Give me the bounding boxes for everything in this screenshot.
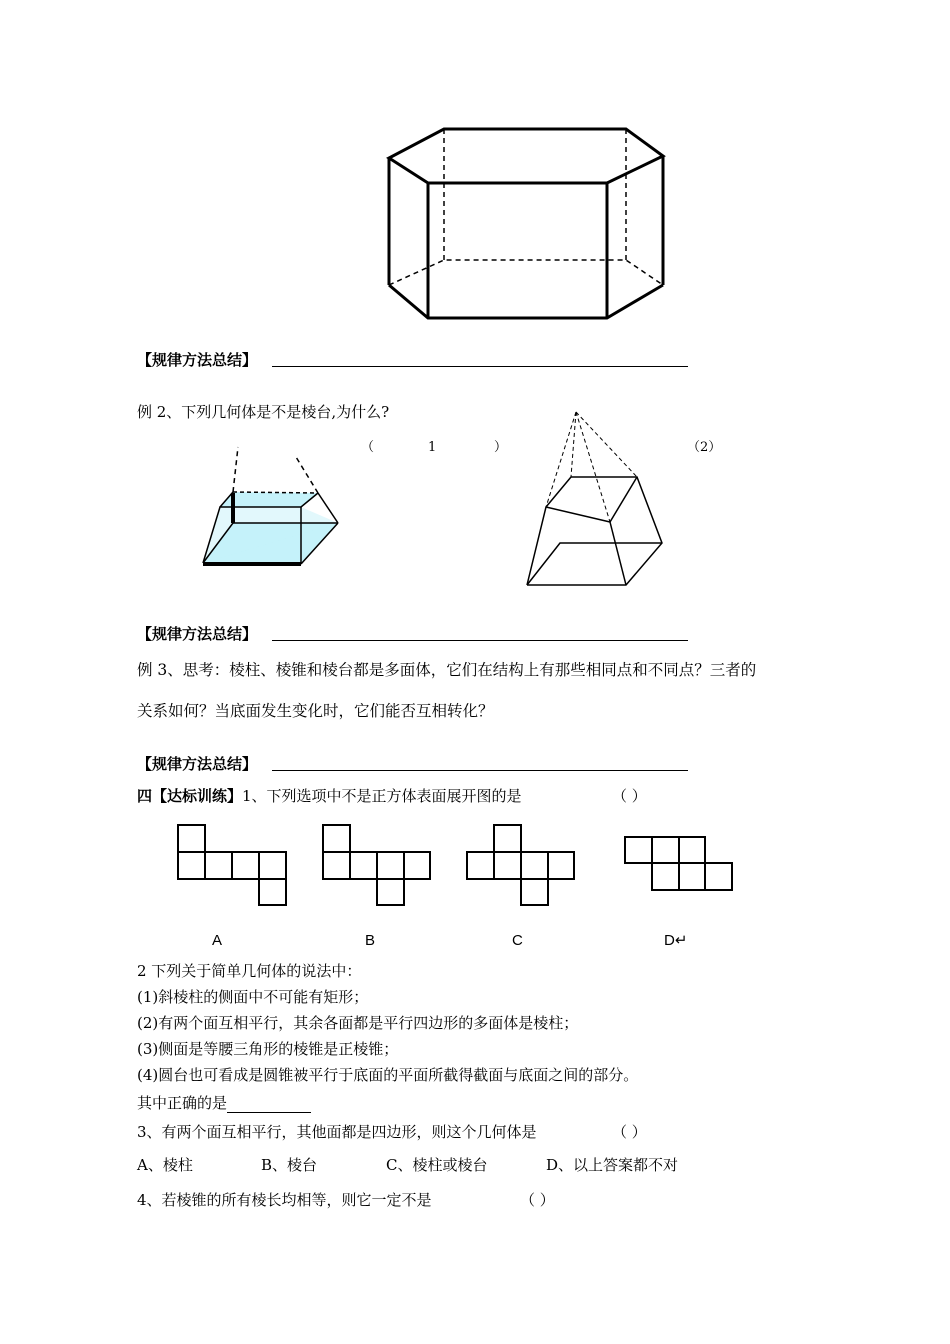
q1-paren: （ ）: [612, 787, 647, 805]
q1-text: 1、下列选项中不是正方体表面展开图的是: [242, 787, 522, 805]
example3-line2: 关系如何？当底面发生变化时，它们能否互相转化？: [137, 702, 494, 720]
section4-heading: 四【达标训练】: [137, 787, 243, 805]
q2-answer-prompt: 其中正确的是: [137, 1094, 228, 1112]
example2-question: 例 2、下列几何体是不是棱台,为什么?: [137, 403, 390, 421]
summary-label-3: 【规律方法总结】: [137, 755, 258, 773]
figure1-label-close: ）: [494, 440, 508, 455]
q2-answer-line: [137, 1093, 311, 1113]
q3-choice-b: B、棱台: [261, 1156, 318, 1174]
q2-item-3: (3)侧面是等腰三角形的棱锥是正棱锥；: [137, 1040, 399, 1058]
summary-label-2: 【规律方法总结】: [137, 625, 258, 643]
q3-choice-d: D、以上答案都不对: [546, 1156, 679, 1174]
q2-item-1: (1)斜棱柱的侧面中不可能有矩形；: [137, 988, 369, 1006]
option-c-label: C: [512, 932, 523, 949]
option-a-label: A: [212, 932, 223, 949]
q2-item-2: (2)有两个面互相平行，其余各面都是平行四边形的多面体是棱柱；: [137, 1014, 579, 1032]
option-d-label: D↵: [664, 932, 688, 949]
option-b-label: B: [365, 932, 376, 949]
q2-item-4: (4)圆台也可看成是圆锥被平行于底面的平面所截得截面与底面之间的部分。: [137, 1066, 639, 1084]
q3-text: 3、有两个面互相平行，其他面都是四边形，则这个几何体是: [137, 1123, 537, 1141]
figure1-label-open: （: [361, 440, 375, 455]
summary-label-1: 【规律方法总结】: [137, 351, 258, 369]
q3-choice-c: C、棱柱或棱台: [386, 1156, 488, 1174]
q4-paren: （ ）: [520, 1191, 555, 1209]
figure1-label-num: 1: [428, 440, 437, 455]
q2-answer-blank[interactable]: [227, 1098, 311, 1113]
figure2-label: （2）: [687, 440, 722, 455]
q2-intro: 2 下列关于简单几何体的说法中：: [137, 962, 362, 980]
example3-line1: 例 3、思考：棱柱、棱锥和棱台都是多面体，它们在结构上有那些相同点和不同点？三者的: [137, 661, 757, 679]
q3-choice-a: A、棱柱: [137, 1156, 193, 1174]
q4-text: 4、若棱锥的所有棱长均相等，则它一定不是: [137, 1191, 432, 1209]
q3-paren: （ ）: [612, 1123, 647, 1141]
